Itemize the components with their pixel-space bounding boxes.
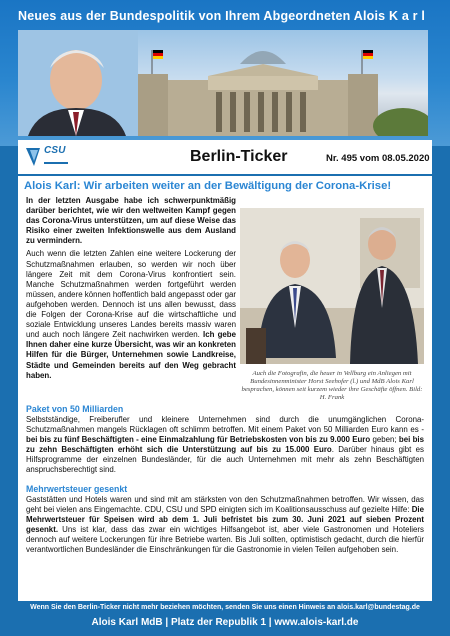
article-photo — [240, 208, 424, 364]
section-body — [26, 495, 424, 556]
footer-contact: Alois Karl MdB | Platz der Republik 1 | www.alois-karl.de — [91, 617, 359, 628]
section-paket — [26, 404, 424, 476]
section-text-bold: Die Mehrwertsteuer für Speisen wird ab dem 1. Juli befristet bis zum 30. Juni 2021 auf sieben Prozent gesenkt. — [26, 505, 424, 535]
second-paragraph-text: Auch wenn die letzten Zahlen eine weitere Lockerung der Schutzmaßnahmen erlauben, so werden wir noch über längere Zeit mit dem Corona-Virus konfrontiert sein. Manche Schutzmaßnahmen werden fortgeführt werden müssen, andere können hoffentlich bald angepasst oder gar aufgehoben werden. Dennoch ist uns allen bewusst, dass die Folgen der Corona-Krise auf die wirtschaftliche und soziale Entwicklung unseres Landes bereits massiv waren und auch noch längere Zeit nachwirken werden. — [26, 249, 236, 340]
section-text: Gaststätten und Hotels waren und sind mit am stärksten von den Schutzmaßnahmen betroffen. Wir wissen, das geht bei vielen ans Eingemachte. CDU, CSU und SPD einigten sich im Koalitionsausschuss auf gezielte Hilfe: — [26, 495, 424, 515]
section-text-bold: bei bis zu zehn Beschäftigten erhöht sich die Unterstützung auf bis zu 15.000 Euro — [26, 435, 424, 455]
section-text: Uns ist klar, dass das zwar ein wichtiges Hilfsangebot ist, aber viele Gastronomen und Hoteliers dennoch auf weitere Lockerungen für ihre Betriebe warten. Bis Juli sollten, optimistisch gedacht, durch die hierfür verantwortlichen Bundesländer die Einschränkungen für die Gastronomie in vielen Teilen aufgehoben sein. — [26, 525, 424, 555]
divider — [18, 174, 432, 176]
article-headline: Alois Karl: Wir arbeiten weiter an der Bewältigung der Corona-Krise! — [24, 180, 392, 192]
section-body — [26, 415, 424, 476]
newsletter-title: Neues aus der Bundespolitik von Ihrem Abgeordneten Alois K a r l — [18, 9, 426, 23]
section-text: . Darüber hinaus gibt es Hilfsprogramme der einzelnen Bundesländer, für die auch Unternehmen mit mehr als zehn Beschäftigten anspruchsberechtigt sind. — [26, 445, 424, 475]
photo-caption: Auch die Fotografin, die heuer in Vellburg ein Anliegen mit Bundesinnenminister Horst Seehofer (l.) und MdB Alois Karl besprachen, können seit kurzem wieder ihre Geschäfte öffnen. Bild: H. Frank — [241, 370, 423, 401]
second-paragraph — [26, 249, 236, 380]
header-photo — [18, 30, 428, 136]
section-title: Mehrwertsteuer gesenkt — [26, 484, 128, 494]
masthead — [18, 140, 432, 174]
header-banner — [0, 0, 450, 146]
csu-logo-text: CSU — [44, 145, 66, 156]
second-paragraph-bold: Ich gebe Ihnen daher eine kurze Übersicht, was wir an konkreten Hilfen für die Bürger, Unternehmen sowie Landkreise, Städte und Gemeinden bereits auf den Weg gebracht haben. — [26, 330, 236, 380]
unsubscribe-note: Wenn Sie den Berlin-Ticker nicht mehr beziehen möchten, senden Sie uns einen Hinweis an alois.karl@bundestag.de — [30, 604, 420, 611]
section-title: Paket von 50 Milliarden — [26, 404, 124, 414]
section-mehrwertsteuer — [26, 484, 424, 556]
issue-number: Nr. 495 vom 08.05.2020 — [326, 153, 430, 164]
section-text-bold: bei bis zu fünf Beschäftigten - eine Einmalzahlung für Betriebskosten von bis zu 9.000 Euro — [26, 435, 371, 445]
reichstag-portrait-illustration — [18, 30, 428, 136]
meeting-photo-illustration — [240, 208, 424, 364]
page-title: Berlin-Ticker — [190, 148, 288, 165]
section-text: geben; — [370, 435, 399, 445]
article-intro-column — [26, 196, 236, 384]
section-text: Selbstständige, Freiberufler und kleinere Unternehmen sind durch die unumgänglichen Corona-Schutzmaßnahmen mangels Rücklagen oft schlimm betroffen. Mit einem Paket von 50 Milliarden Euro kann es - — [26, 415, 424, 435]
newsletter-page — [18, 140, 432, 601]
intro-paragraph: In der letzten Ausgabe habe ich schwerpunktmäßig darüber berichtet, wie wir den weltweiten Kampf gegen das Corona-Virus unterstützen, um auf diese Weise das Risiko einer zweiten Infektionswelle aus dem Ausland zu vermindern. — [26, 196, 236, 246]
